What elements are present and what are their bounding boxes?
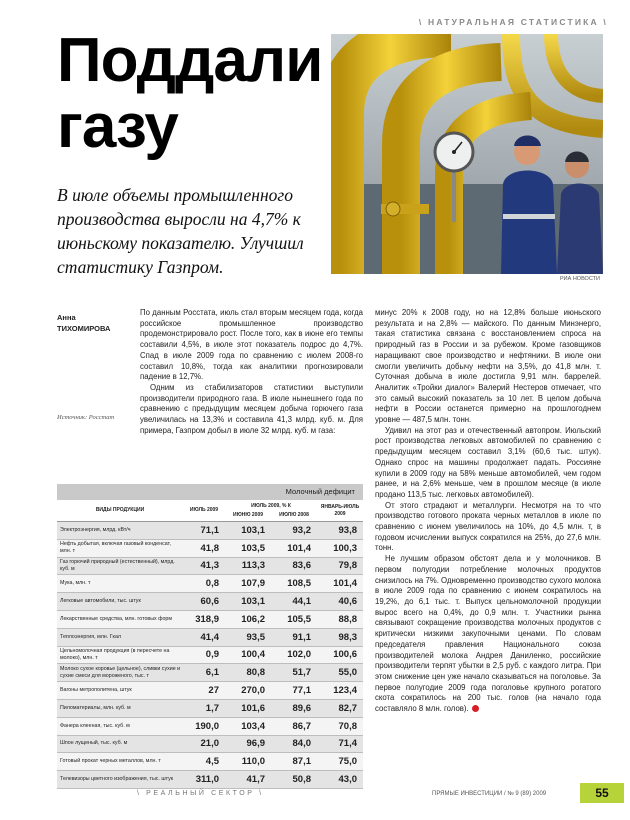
- header-july-2008: ИЮЛЮ 2008: [279, 512, 309, 518]
- value-july: 41,4: [200, 631, 219, 643]
- value-vs-july-2008: 86,7: [292, 720, 311, 732]
- headline-line-2: газу: [57, 92, 178, 161]
- value-vs-july-2008: 87,1: [292, 756, 311, 768]
- value-vs-june: 103,1: [241, 524, 265, 536]
- value-jan-jul: 43,0: [338, 774, 357, 786]
- footer-magazine: ПРЯМЫЕ ИНВЕСТИЦИИ / № 9 (89) 2009: [432, 791, 547, 797]
- article-column-1: [140, 308, 363, 436]
- article-paragraph: [375, 554, 601, 715]
- value-vs-june: 103,4: [241, 720, 265, 732]
- value-vs-june: 41,7: [246, 774, 265, 786]
- row-label: Фанера клееная, тыс. куб. м: [60, 722, 130, 729]
- value-vs-july-2008: 93,2: [292, 524, 311, 536]
- table-header-group-row: [57, 500, 363, 510]
- lead-paragraph: В июле объемы промышленного производства выросли на 4,7% к июньскому показателю. Улучшил статистику Газпром.: [57, 185, 304, 277]
- value-jan-jul: 101,4: [333, 578, 357, 590]
- article-paragraph: По данным Росстата, июль стал вторым месяцем года, когда российское промышленное производство продемонстрировало рост. После того, как в июне его темпы составили 4,5%, в июле этот показатель подрос до 4,7%. Спад в июле 2009 года по сравнению с июлем 2008-го составил 10,8%, тогда как аналитики прогнозировали падение в 12,7%.: [140, 308, 363, 382]
- table-row: [57, 610, 363, 628]
- value-july: 41,3: [200, 560, 219, 572]
- value-vs-june: 113,3: [241, 560, 265, 572]
- value-vs-june: 101,6: [241, 702, 265, 714]
- value-jan-jul: 79,8: [338, 560, 357, 572]
- table-body: [57, 522, 363, 789]
- table-row: [57, 682, 363, 700]
- value-vs-june: 103,1: [241, 596, 265, 608]
- value-vs-july-2008: 101,4: [287, 542, 311, 554]
- value-july: 6,1: [205, 667, 219, 679]
- headline: [57, 28, 327, 160]
- table-row: [57, 771, 363, 789]
- value-jan-jul: 70,8: [338, 720, 357, 732]
- value-jan-jul: 88,8: [338, 613, 357, 625]
- value-july: 21,0: [200, 738, 219, 750]
- value-vs-june: 110,0: [241, 756, 265, 768]
- value-vs-july-2008: 44,1: [292, 596, 311, 608]
- value-vs-july-2008: 77,1: [292, 685, 311, 697]
- value-vs-june: 103,5: [241, 542, 265, 554]
- value-july: 311,0: [195, 774, 219, 786]
- article-paragraph: минус 20% к 2008 году, но на 12,8% больше июньского результата и на 2,8% — майского. По данным Минэнерго, такая статистика связана с восстановлением спроса на природный газ в России и за рубежом. Кроме газовщиков наращивают свое производство и нефтяники. В июле они смогли увеличить добычу нефти на 3,5%, до 41,8 млн. т. Суточная добыча в июле достигла 9,91 млн. баррелей. Аналитик «Тройки диалог» Валерий Нестеров отмечает, что это самый высокий показатель за 10 лет. В целом добыча нефти в России останется примерно на прошлогоднем уровне — 487,5 млн. тонн.: [375, 308, 601, 425]
- row-label: Теплоэнергия, млн. Гкал: [60, 633, 122, 640]
- table-row: [57, 593, 363, 611]
- value-vs-july-2008: 105,5: [287, 613, 311, 625]
- row-label: Пиломатериалы, млн. куб. м: [60, 704, 131, 711]
- table-row: [57, 735, 363, 753]
- value-vs-june: 80,8: [246, 667, 265, 679]
- value-vs-july-2008: 50,8: [292, 774, 311, 786]
- row-label: Нефть добытая, включая газовый конденсат, млн. т: [60, 541, 171, 555]
- value-vs-june: 107,9: [241, 578, 265, 590]
- value-vs-june: 106,2: [241, 613, 265, 625]
- photo-illustration: [331, 34, 603, 274]
- table-row: [57, 522, 363, 540]
- headline-line-1: Поддали: [57, 26, 323, 95]
- gas-pipeline-photo: [331, 34, 603, 274]
- value-vs-july-2008: 84,0: [292, 738, 311, 750]
- value-july: 1,7: [205, 702, 219, 714]
- byline: [57, 312, 137, 334]
- value-jan-jul: 82,7: [338, 702, 357, 714]
- value-july: 190,0: [195, 720, 219, 732]
- table-row: [57, 628, 363, 646]
- table-row: [57, 557, 363, 575]
- photo-credit: РИА НОВОСТИ: [560, 276, 600, 282]
- table-row: [57, 753, 363, 771]
- article-column-2: [375, 308, 601, 715]
- rubric: \ НАТУРАЛЬНАЯ СТАТИСТИКА \: [418, 17, 608, 27]
- header-jan-jul: ЯНВАРЬ-ИЮЛЬ 2009: [320, 503, 360, 517]
- value-jan-jul: 75,0: [338, 756, 357, 768]
- row-label: Лекарственные средства, млн. готовых форм: [60, 615, 173, 622]
- source-note: Источник: Росстат: [57, 414, 115, 421]
- article-paragraph-text: Не лучшим образом обстоят дела и у молочников. В первом полугодии потребление молочных продуктов снизилось на 7%. Одновременно производство сухого молока в июле 2009 года по сравнению с июнем сократилось на 19,2%, до 6,1 тыс. т. Выпуск цельномолочной продукции вырос всего на 0,4%, до 0,9 млн. т. Участники рынка связывают сокращение производства молочных продуктов с критически низкими закупочными ценами. По словам председателя правления Национального союза производителей молока Андрея Даниленко, российские производители терпят убытки в 2,5 руб. с каждого литра. При этом снижение цен уже начало сказываться на поголовье. За первое полугодие 2009 года поголовье крупного рогатого скота сократилось на 200 тыс. голов (на начало года составляло 8 млн. голов).: [375, 554, 601, 714]
- value-vs-july-2008: 83,6: [292, 560, 311, 572]
- value-vs-june: 96,9: [246, 738, 265, 750]
- header-group: ИЮЛЬ 2009, % К: [251, 503, 291, 509]
- value-vs-june: 100,4: [241, 649, 265, 661]
- table-caption: Молочный дефицит: [57, 484, 363, 500]
- row-label: Газ горючий природный (естественный), млрд. куб. м: [60, 558, 175, 572]
- header-product: ВИДЫ ПРОДУКЦИИ: [95, 507, 145, 513]
- value-jan-jul: 100,3: [333, 542, 357, 554]
- row-label: Шпон лущеный, тыс. куб. м: [60, 740, 128, 747]
- value-vs-july-2008: 89,6: [292, 702, 311, 714]
- value-july: 0,9: [205, 649, 219, 661]
- table-row: [57, 539, 363, 557]
- value-jan-jul: 123,4: [333, 685, 357, 697]
- value-vs-july-2008: 102,0: [287, 649, 311, 661]
- value-july: 60,6: [200, 596, 219, 608]
- value-jan-jul: 93,8: [338, 524, 357, 536]
- value-july: 4,5: [205, 756, 219, 768]
- footer-section: \ РЕАЛЬНЫЙ СЕКТОР \: [137, 790, 264, 797]
- table-row: [57, 717, 363, 735]
- header-june: ИЮНЮ 2009: [232, 512, 264, 518]
- value-vs-june: 93,5: [246, 631, 265, 643]
- author-first-name: Анна: [57, 313, 76, 322]
- author-last-name: ТИХОМИРОВА: [57, 324, 111, 333]
- header-july: ИЮЛЬ 2009: [189, 507, 219, 513]
- article-paragraph: От этого страдают и металлурги. Несмотря на то что производство готового проката черных металлов в июле по сравнению с июнем увеличилось на 10%, до 4,5 млн. т, в годовом исчислении выпуск сократился на 25%, до 27,6 млн. тонн.: [375, 500, 601, 553]
- end-mark-icon: [472, 705, 479, 712]
- statistics-table: [57, 484, 363, 789]
- value-jan-jul: 71,4: [338, 738, 357, 750]
- page-number: 55: [580, 783, 624, 803]
- value-jan-jul: 98,3: [338, 631, 357, 643]
- value-july: 318,9: [195, 613, 219, 625]
- value-vs-july-2008: 51,7: [292, 667, 311, 679]
- row-label: Мука, млн. т: [60, 580, 91, 587]
- value-july: 0,8: [205, 578, 219, 590]
- row-label: Легковые автомобили, тыс. штук: [60, 598, 141, 605]
- article-paragraph: Одним из стабилизаторов статистики выступили производители природного газа. В июле нынешнего года по сравнению с предыдущим месяцем добыча горючего газа увеличилась на 13,3% и составила 41,3 млрд. куб. м. Для примера, Газпром добыл в июле 32 млрд. куб. м газа:: [140, 382, 363, 435]
- value-jan-jul: 40,6: [338, 596, 357, 608]
- value-july: 71,1: [200, 524, 219, 536]
- value-vs-june: 270,0: [241, 685, 265, 697]
- row-label: Цельномолочная продукция (в пересчете на молоко), млн. т: [60, 647, 170, 661]
- row-label: Готовый прокат черных металлов, млн. т: [60, 758, 161, 765]
- row-label: Молоко сухое коровье (цельное), сливки сухие и сухие смеси для мороженого, тыс. т: [60, 665, 181, 679]
- value-july: 27: [208, 685, 219, 697]
- data-table: [57, 500, 363, 789]
- value-vs-july-2008: 108,5: [287, 578, 311, 590]
- value-vs-july-2008: 91,1: [292, 631, 311, 643]
- table-row: [57, 664, 363, 682]
- value-jan-jul: 55,0: [338, 667, 357, 679]
- article-paragraph: Удивил на этот раз и отечественный автопром. Июльский рост производства легковых автомобилей по сравнению с предыдущим месяцем составил 3,1% (60,6 тыс. штук). Однако спрос на машины продолжает падать. Россияне купили в 2009 году на 58% меньше автомобилей, чем годом ранее, и на 2,6% меньше, чем в прошлом месяце (в июле продано 113,5 тыс. легковых автомобилей).: [375, 425, 601, 499]
- value-jan-jul: 100,6: [333, 649, 357, 661]
- table-row: [57, 646, 363, 664]
- row-label: Телевизоры цветного изображения, тыс. штук: [60, 776, 174, 783]
- value-july: 41,8: [200, 542, 219, 554]
- row-label: Вагоны метрополитена, штук: [60, 687, 132, 694]
- table-row: [57, 575, 363, 593]
- table-row: [57, 699, 363, 717]
- row-label: Электроэнергия, млрд. кВт/ч: [60, 526, 131, 533]
